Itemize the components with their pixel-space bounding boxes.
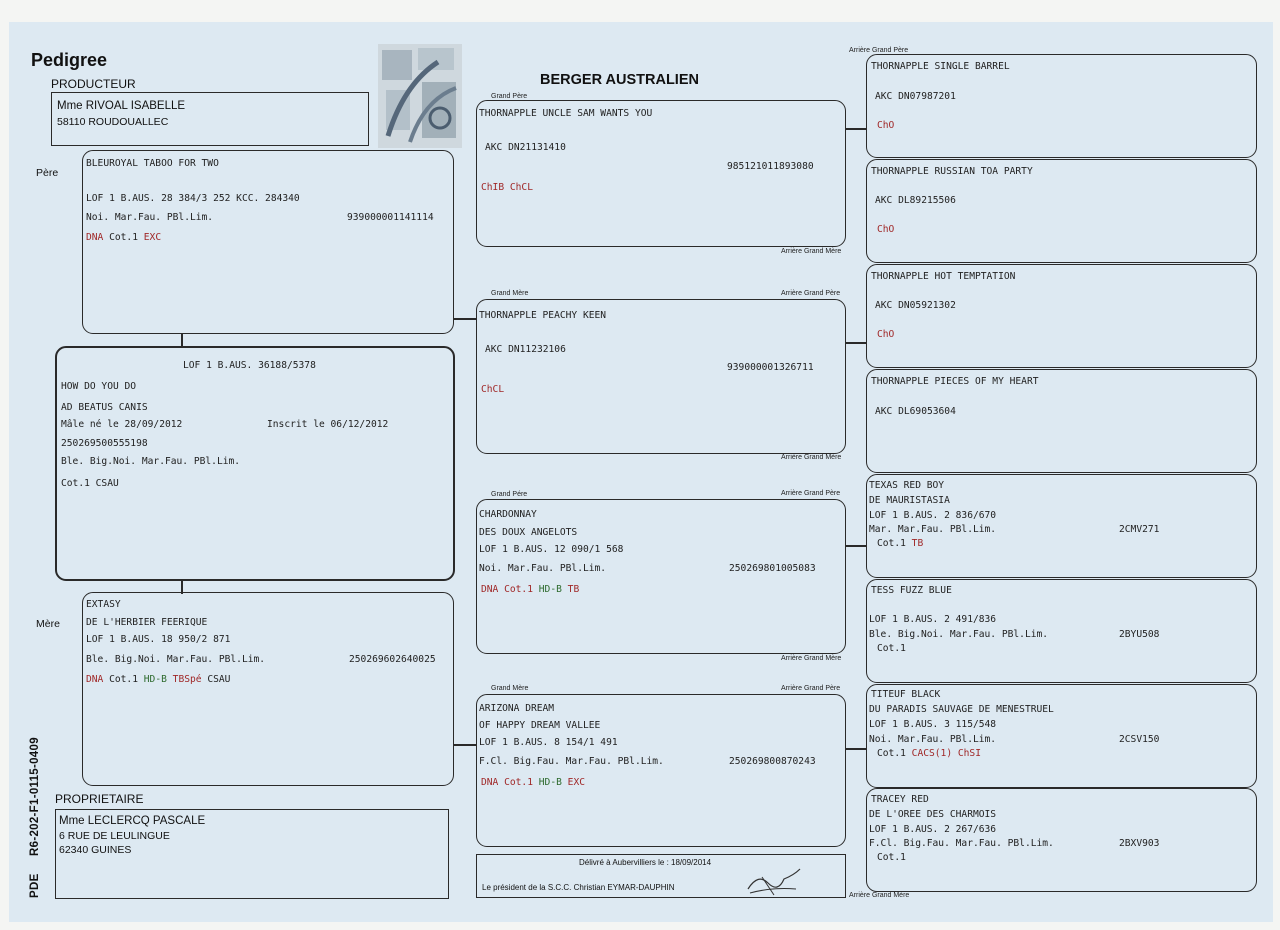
ggm3-color: Ble. Big.Noi. Mar.Fau. PBl.Lim. (869, 629, 1049, 640)
ggp3-name: TEXAS RED BOY (869, 480, 945, 491)
proprietaire-label: PROPRIETAIRE (55, 792, 144, 806)
ggp3-color: Mar. Mar.Fau. PBl.Lim. (869, 524, 997, 535)
ggm3-cot: Cot.1 (877, 643, 906, 654)
granddam-maternal-box (476, 694, 846, 847)
ggp3-titles: Cot.1 TB (877, 538, 924, 549)
ggm3-code: 2BYU508 (1119, 629, 1160, 640)
ggp1-reg: AKC DN07987201 (875, 91, 956, 102)
ggp1-name: THORNAPPLE SINGLE BARREL (871, 61, 1010, 72)
ggp2-reg: AKC DN05921302 (875, 300, 956, 311)
pere-label: Père (36, 167, 59, 179)
ggm4-color: F.Cl. Big.Fau. Mar.Fau. PBl.Lim. (869, 838, 1054, 849)
label-arriere-grand-mere-2: Arrière Grand Mère (781, 454, 842, 461)
gp2-titles: DNA Cot.1 HD-B TB (481, 584, 580, 595)
ggp4-lof: LOF 1 B.AUS. 3 115/548 (869, 719, 997, 730)
sire-titles: DNA Cot.1 EXC (86, 232, 162, 243)
ggm4-cot: Cot.1 (877, 852, 906, 863)
ggp4-color: Noi. Mar.Fau. PBl.Lim. (869, 734, 997, 745)
mere-label: Mère (36, 618, 60, 630)
label-arriere-grand-pere-1: Arrière Grand Père (849, 47, 909, 54)
label-arriere-grand-mere-3: Arrière Grand Mère (781, 655, 842, 662)
ggm4-lof: LOF 1 B.AUS. 2 267/636 (869, 824, 997, 835)
ggp3-lof: LOF 1 B.AUS. 2 836/670 (869, 510, 997, 521)
gp2-kennel: DES DOUX ANGELOTS (479, 527, 578, 538)
gp2-color: Noi. Mar.Fau. PBl.Lim. (479, 563, 607, 574)
ggm1-reg: AKC DL89215506 (875, 195, 956, 206)
subject-born: Mâle né le 28/09/2012 (61, 419, 183, 430)
dam-kennel: DE L'HERBIER FEERIQUE (86, 617, 208, 628)
proprietaire-city: 62340 GUINES (59, 844, 132, 856)
sire-chip: 939000001141114 (347, 212, 434, 223)
label-arriere-grand-pere-4: Arrière Grand Père (781, 685, 841, 692)
ggp4-code: 2CSV150 (1119, 734, 1160, 745)
ggm4-code: 2BXV903 (1119, 838, 1160, 849)
ggm4-name: TRACEY RED (871, 794, 929, 805)
gp2-lof: LOF 1 B.AUS. 12 090/1 568 (479, 544, 624, 555)
label-arriere-grand-mere-4: Arrière Grand Mère (849, 892, 910, 899)
ggm4-kennel: DE L'OREE DES CHARMOIS (869, 809, 997, 820)
connector-line (845, 342, 867, 344)
grandsire-maternal-box (476, 499, 846, 654)
dam-titles: DNA Cot.1 HD-B TBSpé CSAU (86, 674, 231, 685)
delivery-text: Délivré à Aubervilliers le : 18/09/2014 (579, 858, 712, 867)
label-grand-mere-2: Grand Mère (491, 685, 529, 692)
gm2-chip: 250269800870243 (729, 756, 816, 767)
producteur-address: 58110 ROUDOUALLEC (57, 116, 169, 128)
gm1-name: THORNAPPLE PEACHY KEEN (479, 310, 607, 321)
label-arriere-grand-pere-2: Arrière Grand Père (781, 290, 841, 297)
ggm2-reg: AKC DL69053604 (875, 406, 956, 417)
breed-title: BERGER AUSTRALIEN (540, 72, 699, 88)
ggm1-titles: ChO (877, 224, 895, 235)
connector-line (845, 128, 867, 130)
dam-color: Ble. Big.Noi. Mar.Fau. PBl.Lim. (86, 654, 266, 665)
granddam-paternal-box (476, 299, 846, 454)
ggm3-lof: LOF 1 B.AUS. 2 491/836 (869, 614, 997, 625)
president-signature (744, 865, 804, 899)
ggp4-name: TITEUF BLACK (871, 689, 941, 700)
label-grand-pere-1: Grand Père (491, 93, 528, 100)
ggp2-name: THORNAPPLE HOT TEMPTATION (871, 271, 1016, 282)
ggp1-titles: ChO (877, 120, 895, 131)
scc-logo-icon (378, 44, 462, 148)
gm2-lof: LOF 1 B.AUS. 8 154/1 491 (479, 737, 618, 748)
ggp4-kennel: DU PARADIS SAUVAGE DE MENESTRUEL (869, 704, 1054, 715)
subject-kennel: AD BEATUS CANIS (61, 402, 148, 413)
gm2-color: F.Cl. Big.Fau. Mar.Fau. PBl.Lim. (479, 756, 664, 767)
gm2-titles: DNA Cot.1 HD-B EXC (481, 777, 585, 788)
label-grand-mere-1: Grand Mère (491, 290, 529, 297)
sire-lof: LOF 1 B.AUS. 28 384/3 252 KCC. 284340 (86, 193, 300, 204)
subject-lof: LOF 1 B.AUS. 36188/5378 (183, 360, 316, 371)
gp1-name: THORNAPPLE UNCLE SAM WANTS YOU (479, 108, 653, 119)
page-title: Pedigree (31, 50, 108, 70)
sire-name: BLEUROYAL TABOO FOR TWO (86, 158, 219, 169)
label-arriere-grand-pere-3: Arrière Grand Père (781, 490, 841, 497)
gm2-kennel: OF HAPPY DREAM VALLEE (479, 720, 601, 731)
connector-line (845, 545, 867, 547)
ggp3-code: 2CMV271 (1119, 524, 1160, 535)
ggm2-name: THORNAPPLE PIECES OF MY HEART (871, 376, 1039, 387)
connector-line (181, 333, 183, 347)
subject-cot: Cot.1 CSAU (61, 478, 119, 489)
gp2-chip: 250269801005083 (729, 563, 816, 574)
sire-color: Noi. Mar.Fau. PBl.Lim. (86, 212, 214, 223)
gm1-reg: AKC DN11232106 (485, 344, 566, 355)
gm1-chip: 939000001326711 (727, 362, 814, 373)
connector-line (453, 744, 477, 746)
ggm1-name: THORNAPPLE RUSSIAN TOA PARTY (871, 166, 1033, 177)
ggm3-name: TESS FUZZ BLUE (871, 585, 952, 596)
producteur-name: Mme RIVOAL ISABELLE (57, 100, 186, 112)
gp1-reg: AKC DN21131410 (485, 142, 566, 153)
subject-chip: 250269500555198 (61, 438, 148, 449)
subject-color: Ble. Big.Noi. Mar.Fau. PBl.Lim. (61, 456, 241, 467)
dam-name: EXTASY (86, 599, 121, 610)
grandsire-paternal-box (476, 100, 846, 247)
label-grand-pere-2: Grand Pére (491, 491, 528, 498)
gp1-chip: 985121011893080 (727, 161, 814, 172)
ggp4-titles: Cot.1 CACS(1) ChSI (877, 748, 981, 759)
gp2-name: CHARDONNAY (479, 509, 537, 520)
connector-line (845, 748, 867, 750)
producteur-label: PRODUCTEUR (51, 77, 136, 91)
ggp3-kennel: DE MAURISTASIA (869, 495, 950, 506)
proprietaire-address: 6 RUE DE LEULINGUE (59, 830, 170, 842)
dam-lof: LOF 1 B.AUS. 18 950/2 871 (86, 634, 231, 645)
connector-line (453, 318, 477, 320)
pedigree-document (9, 22, 1273, 922)
document-reference: PDE R6-202-F1-0115-0409 (29, 737, 41, 898)
ggp2-titles: ChO (877, 329, 895, 340)
proprietaire-name: Mme LECLERCQ PASCALE (59, 815, 206, 827)
gp1-titles: ChIB ChCL (481, 182, 533, 193)
dam-chip: 250269602640025 (349, 654, 436, 665)
gm1-titles: ChCL (481, 384, 505, 395)
subject-name: HOW DO YOU DO (61, 381, 137, 392)
label-arriere-grand-mere-1: Arrière Grand Mère (781, 248, 842, 255)
subject-inscrit: Inscrit le 06/12/2012 (267, 419, 389, 430)
president-text: Le président de la S.C.C. Christian EYMAR-DAUPHIN (482, 883, 675, 892)
gm2-name: ARIZONA DREAM (479, 703, 555, 714)
